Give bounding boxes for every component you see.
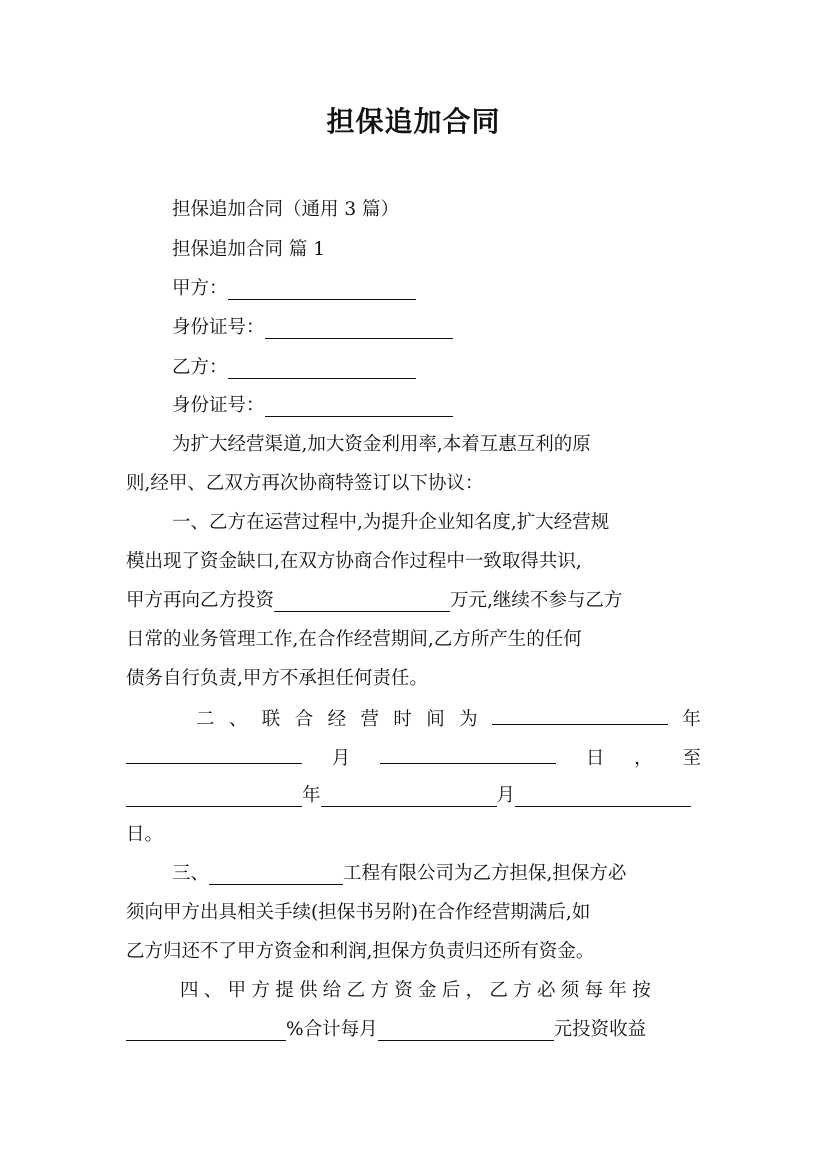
monthly-return-blank (378, 1014, 554, 1041)
to-label: 至 (682, 748, 701, 769)
clause-1-line-3 (126, 581, 701, 621)
party-b-line (172, 348, 701, 388)
clause-2-char: 、 (228, 709, 248, 730)
intro-line-2: 则,经甲、乙双方再次协商特签订以下协议： (126, 473, 484, 494)
clause-3-line-3: 乙方归还不了甲方资金和利润,担保方负责归还所有资金。 (126, 941, 595, 962)
start-day-blank (380, 737, 556, 764)
party-a-blank (228, 273, 416, 300)
clause-1-line-1: 一、乙方在运营过程中,为提升企业知名度,扩大经营规 (172, 512, 610, 533)
end-year-blank (126, 780, 302, 807)
id-b-label: 身份证号： (172, 395, 265, 416)
clause-2-char: 营 (360, 709, 379, 730)
document-title: 担保追加合同 (326, 105, 501, 138)
intro-line-1: 为扩大经营渠道,加大资金利用率,本着互惠互利的原 (172, 434, 591, 455)
clause-2-line-1 (196, 698, 701, 738)
clause-2-line-4: 日。 (126, 824, 164, 845)
clause-2-char: 经 (327, 709, 347, 730)
clause-3-line-1 (172, 854, 701, 894)
id-b-blank (265, 390, 453, 417)
start-month-blank (126, 737, 302, 764)
clause-2-char: 二 (196, 709, 215, 730)
end-day-blank (515, 780, 691, 807)
year-label: 年 (682, 709, 701, 730)
id-a-line (172, 308, 701, 348)
guarantor-company-blank (209, 858, 343, 885)
clause-3-line-2: 须向甲方出具相关手续(担保书另附)在合作经营期满后,如 (126, 902, 591, 923)
party-b-label: 乙方： (172, 357, 228, 378)
month-label: 月 (331, 748, 351, 769)
clause-3-number: 三、 (172, 863, 210, 884)
clause-1-line-2: 模出现了资金缺口,在双方协商合作过程中一致取得共识, (126, 551, 582, 572)
annual-rate-blank (126, 1014, 286, 1041)
clause-4-text-b: 元投资收益 (553, 1019, 647, 1040)
id-a-label: 身份证号： (172, 317, 265, 338)
end-month-blank (321, 780, 497, 807)
clause-2-line-3 (126, 776, 701, 816)
party-a-label: 甲方： (172, 278, 228, 299)
id-a-blank (265, 312, 453, 339)
clause-2-char: 联 (261, 709, 281, 730)
clause-1-text-a: 甲方再向乙方投资 (126, 590, 275, 611)
end-month-label: 月 (496, 785, 516, 806)
start-year-blank (492, 698, 668, 725)
clause-2-char: 为 (459, 709, 478, 730)
clause-4-line-2 (126, 1010, 701, 1050)
clause-4-text-a: %合计每月 (286, 1019, 378, 1040)
clause-1-line-4: 日常的业务管理工作,在合作经营期间,乙方所产生的任何 (126, 629, 582, 650)
end-year-label: 年 (302, 785, 321, 806)
clause-3-text: 工程有限公司为乙方担保,担保方必 (343, 863, 627, 884)
section-heading: 担保追加合同 篇 1 (172, 239, 326, 260)
party-b-blank (228, 352, 416, 379)
document-subtitle: 担保追加合同（通用 3 篇） (172, 199, 400, 220)
clause-2-char: 间 (426, 709, 445, 730)
clause-2-char: 时 (393, 709, 412, 730)
clause-4-line-1: 四、甲方提供给乙方资金后，乙方必须每年按 (180, 980, 657, 1001)
id-b-line (172, 386, 701, 426)
clause-1-line-5: 债务自行负责,甲方不承担任何责任。 (126, 668, 428, 689)
party-a-line (172, 269, 701, 309)
investment-amount-blank (274, 585, 450, 612)
clause-2-line-2 (126, 737, 701, 777)
clause-2-char: 合 (294, 709, 314, 730)
day-label: 日 (585, 748, 605, 769)
clause-1-text-b: 万元,继续不参与乙方 (450, 590, 623, 611)
comma: ， (634, 748, 653, 769)
